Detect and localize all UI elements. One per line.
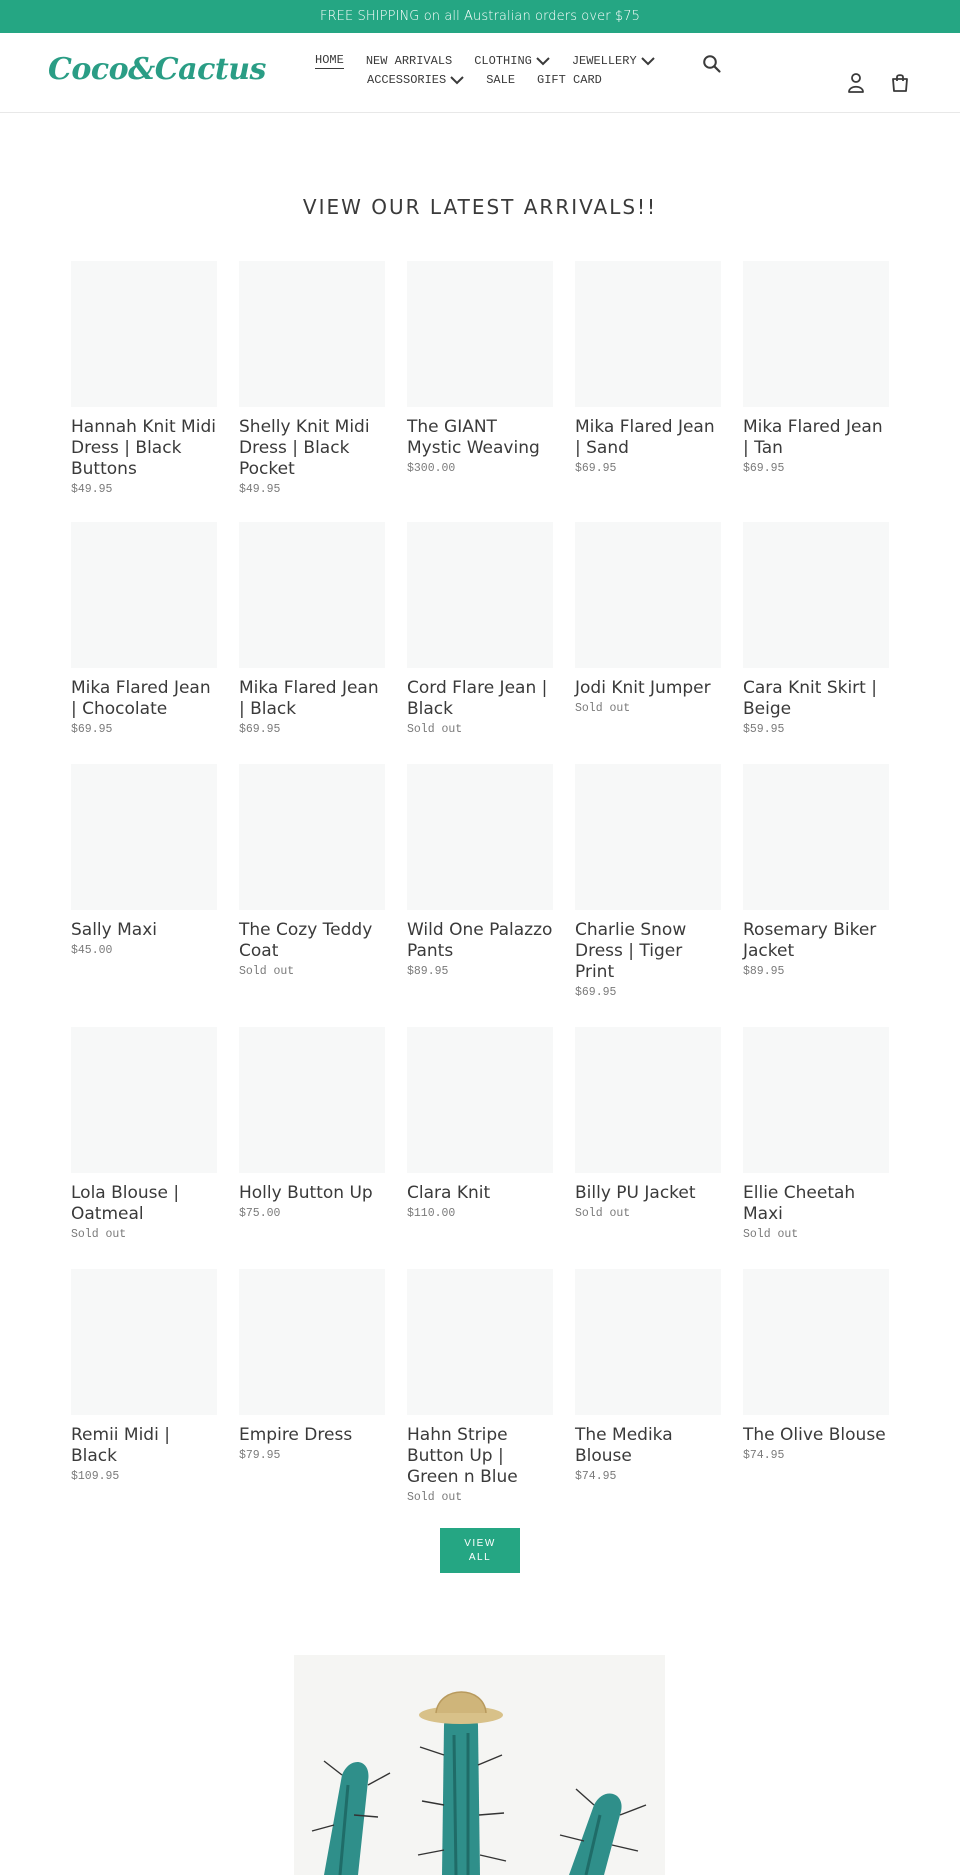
product-name[interactable]: The Olive Blouse — [743, 1425, 886, 1445]
product-card[interactable] — [743, 764, 889, 999]
main-nav-row-2 — [367, 73, 624, 87]
product-name[interactable]: Billy PU Jacket — [575, 1183, 696, 1203]
product-name[interactable]: Mika Flared Jean | Tan — [743, 417, 883, 458]
product-image[interactable] — [743, 522, 889, 668]
product-card[interactable] — [71, 1269, 217, 1504]
search-icon[interactable] — [702, 54, 722, 74]
product-name[interactable]: The Medika Blouse — [575, 1425, 673, 1466]
product-name[interactable]: Lola Blouse | Oatmeal — [71, 1183, 180, 1224]
product-image[interactable] — [407, 261, 553, 407]
nav-item-clothing[interactable] — [474, 54, 550, 68]
nav-item-sale[interactable] — [486, 73, 515, 87]
product-card[interactable] — [575, 764, 721, 999]
product-price: $74.95 — [743, 1449, 785, 1462]
product-image[interactable] — [71, 261, 217, 407]
product-price: Sold out — [575, 702, 631, 715]
product-image[interactable] — [743, 1027, 889, 1173]
product-price: $110.00 — [407, 1207, 456, 1220]
product-price: $89.95 — [407, 965, 449, 978]
nav-item-label: SALE — [486, 73, 516, 87]
account-icon[interactable] — [846, 72, 866, 94]
product-image[interactable] — [239, 522, 385, 668]
product-image[interactable] — [239, 764, 385, 910]
nav-item-label: GIFT CARD — [537, 73, 602, 87]
product-name[interactable]: Holly Button Up — [239, 1183, 373, 1203]
product-name[interactable]: Cord Flare Jean | Black — [407, 678, 548, 719]
product-name[interactable]: Remii Midi | Black — [71, 1425, 170, 1466]
view-all-button[interactable] — [440, 1528, 520, 1573]
product-image[interactable] — [71, 522, 217, 668]
product-name[interactable]: Hannah Knit Midi Dress | Black Buttons — [71, 417, 216, 479]
product-name[interactable]: Mika Flared Jean | Chocolate — [71, 678, 211, 719]
product-price: $74.95 — [575, 1470, 617, 1483]
logo[interactable] — [48, 52, 266, 87]
chevron-down-icon — [450, 75, 464, 85]
nav-item-label: CLOTHING — [474, 54, 532, 68]
product-card[interactable] — [575, 1027, 721, 1241]
product-card[interactable] — [743, 522, 889, 736]
announcement-bar — [0, 0, 960, 33]
nav-item-new-arrivals[interactable] — [366, 54, 452, 68]
product-name[interactable]: Sally Maxi — [71, 920, 157, 940]
chevron-down-icon — [536, 56, 550, 66]
product-card[interactable] — [575, 261, 721, 496]
product-price: $69.95 — [575, 462, 617, 475]
nav-item-label: JEWELLERY — [571, 54, 637, 68]
product-price: $49.95 — [71, 483, 113, 496]
product-card[interactable] — [239, 1269, 385, 1504]
product-card[interactable] — [743, 1027, 889, 1241]
product-price: Sold out — [575, 1207, 631, 1220]
product-grid — [71, 261, 889, 1532]
product-card[interactable] — [743, 261, 889, 496]
product-image[interactable] — [407, 522, 553, 668]
section-title: VIEW OUR LATEST ARRIVALS!! — [302, 195, 658, 219]
product-card[interactable] — [71, 1027, 217, 1241]
product-name[interactable]: Mika Flared Jean | Sand — [575, 417, 715, 458]
nav-item-label: ACCESSORIES — [367, 73, 447, 87]
product-name[interactable]: Shelly Knit Midi Dress | Black Pocket — [239, 417, 370, 479]
product-name[interactable]: Charlie Snow Dress | Tiger Print — [575, 920, 687, 982]
product-price: Sold out — [239, 965, 295, 978]
product-price: $109.95 — [71, 1470, 120, 1483]
product-card[interactable] — [407, 261, 553, 496]
product-image[interactable] — [407, 1027, 553, 1173]
product-image[interactable] — [71, 1269, 217, 1415]
main-nav-row-1 — [315, 53, 677, 69]
product-price: $69.95 — [743, 462, 785, 475]
product-name[interactable]: Wild One Palazzo Pants — [407, 920, 553, 961]
product-price: $75.00 — [239, 1207, 281, 1220]
product-image[interactable] — [575, 1027, 721, 1173]
nav-item-label: HOME — [315, 53, 344, 67]
product-name[interactable]: Jodi Knit Jumper — [575, 678, 711, 698]
product-image[interactable] — [743, 1269, 889, 1415]
featured-image — [294, 1655, 665, 1875]
nav-item-gift-card[interactable] — [537, 73, 602, 87]
product-name[interactable]: Rosemary Biker Jacket — [743, 920, 877, 961]
product-price: Sold out — [407, 723, 463, 736]
cactus-image — [294, 1655, 665, 1875]
product-price: Sold out — [71, 1228, 127, 1241]
view-all-label: VIEW ALL — [464, 1537, 496, 1563]
nav-item-home[interactable] — [315, 53, 344, 69]
product-card[interactable] — [575, 522, 721, 736]
product-name[interactable]: Clara Knit — [407, 1183, 491, 1203]
product-card[interactable] — [575, 1269, 721, 1504]
product-image[interactable] — [407, 1269, 553, 1415]
product-price: $69.95 — [575, 986, 617, 999]
product-price: Sold out — [407, 1491, 463, 1504]
product-card[interactable] — [407, 522, 553, 736]
product-card[interactable] — [407, 764, 553, 999]
product-price: $69.95 — [239, 723, 281, 736]
product-card[interactable] — [743, 1269, 889, 1504]
product-name[interactable]: Mika Flared Jean | Black — [239, 678, 379, 719]
product-image[interactable] — [71, 764, 217, 910]
product-name[interactable]: The Cozy Teddy Coat — [239, 920, 373, 961]
chevron-down-icon — [641, 56, 655, 66]
product-name[interactable]: Empire Dress — [239, 1425, 353, 1445]
product-card[interactable] — [71, 764, 217, 999]
product-image[interactable] — [743, 764, 889, 910]
product-image[interactable] — [407, 764, 553, 910]
product-name[interactable]: Cara Knit Skirt | Beige — [743, 678, 877, 719]
product-card[interactable] — [71, 522, 217, 736]
nav-item-accessories[interactable] — [367, 73, 464, 87]
announcement-text: FREE SHIPPING on all Australian orders over $75 — [319, 9, 641, 24]
product-card[interactable] — [239, 522, 385, 736]
product-price: Sold out — [743, 1228, 799, 1241]
product-price: $69.95 — [71, 723, 113, 736]
product-image[interactable] — [575, 261, 721, 407]
product-card[interactable] — [407, 1027, 553, 1241]
product-card[interactable] — [239, 261, 385, 496]
product-image[interactable] — [239, 1027, 385, 1173]
product-card[interactable] — [239, 1027, 385, 1241]
product-card[interactable] — [239, 764, 385, 999]
product-image[interactable] — [743, 261, 889, 407]
product-card[interactable] — [71, 261, 217, 496]
product-name[interactable]: The GIANT Mystic Weaving — [407, 417, 540, 458]
logo-text: Coco&Cactus — [48, 52, 266, 87]
product-price: $59.95 — [743, 723, 785, 736]
product-image[interactable] — [575, 522, 721, 668]
product-image[interactable] — [239, 1269, 385, 1415]
product-image[interactable] — [575, 1269, 721, 1415]
cart-icon[interactable] — [889, 72, 911, 94]
product-price: $300.00 — [407, 462, 456, 475]
product-image[interactable] — [239, 261, 385, 407]
product-name[interactable]: Ellie Cheetah Maxi — [743, 1183, 856, 1224]
product-image[interactable] — [71, 1027, 217, 1173]
product-image[interactable] — [575, 764, 721, 910]
site-header — [0, 33, 960, 113]
product-name[interactable]: Hahn Stripe Button Up | Green n Blue — [407, 1425, 518, 1487]
product-card[interactable] — [407, 1269, 553, 1504]
nav-item-jewellery[interactable] — [572, 54, 655, 68]
nav-item-label: NEW ARRIVALS — [365, 54, 453, 68]
product-price: $49.95 — [239, 483, 281, 496]
product-price: $79.95 — [239, 1449, 281, 1462]
product-price: $89.95 — [743, 965, 785, 978]
product-price: $45.00 — [71, 944, 113, 957]
